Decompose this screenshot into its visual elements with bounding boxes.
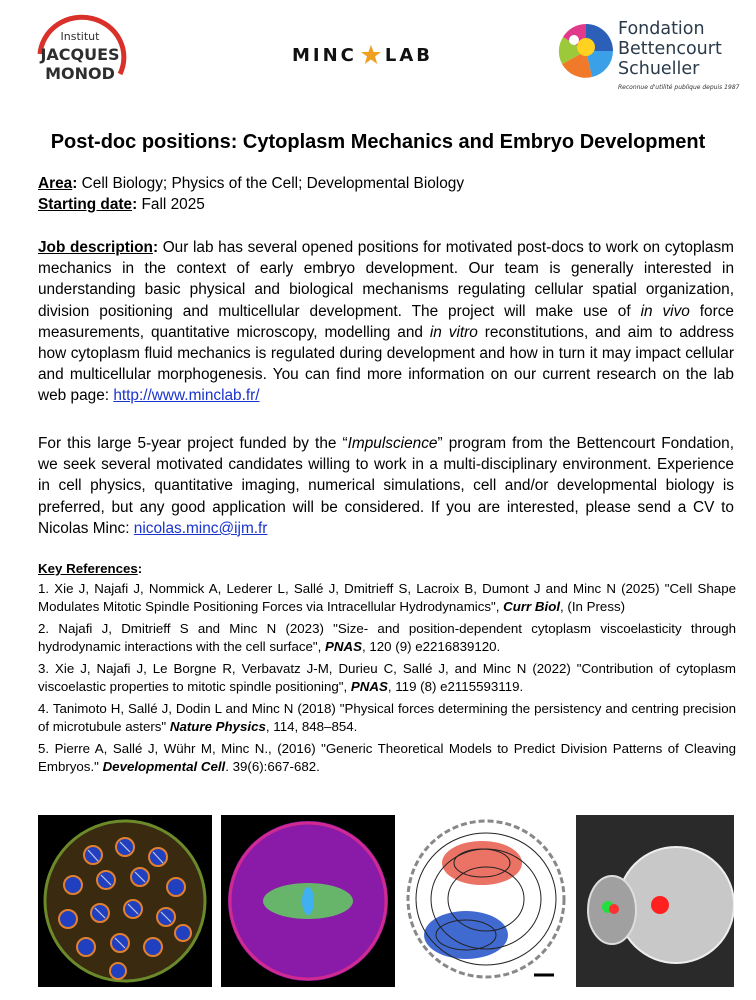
reference-text: 4. Tanimoto H, Sallé J, Dodin L and Minc N (2018) "Physical forces determining the persistency and centring precision of microtubule asters" xyxy=(38,700,736,734)
reference-item xyxy=(38,620,736,657)
contact-email-link[interactable]: nicolas.minc@ijm.fr xyxy=(133,519,268,537)
reference-item xyxy=(38,700,736,737)
fbs-line1: Fondation xyxy=(618,19,705,39)
start-label: Starting date xyxy=(38,196,133,213)
spindle-icon xyxy=(221,815,395,987)
reference-item xyxy=(38,580,736,617)
reference-text: 1. Xie J, Najafi J, Nommick A, Lederer L, Sallé J, Dmitrieff S, Lacroix B, Dumont J and Minc N (2025) "Cell Shape Modulates Mitotic Spindle Positioning Forces via Intracellular Hydrodynamics", xyxy=(38,580,736,614)
star-icon xyxy=(360,44,382,66)
reference-item xyxy=(38,660,736,697)
job-text-1: Our lab has several opened positions for motivated post-docs to work on cytoplasm mechanics in the context of early embryo development. Our team is generally interested in understanding basic physical and biological mechanisms regulating cellular spatial organization, division positioning and multicellular development. The project will make use of xyxy=(38,239,734,320)
area-label: Area xyxy=(38,175,73,192)
reference-journal: Nature Physics xyxy=(169,719,266,734)
minclab-logo xyxy=(292,40,457,70)
ijm-logo xyxy=(20,14,140,96)
ijm-line2: JACQUES xyxy=(40,45,120,64)
job-label: Job description xyxy=(38,239,153,256)
area-value: Cell Biology; Physics of the Cell; Developmental Biology xyxy=(77,175,465,192)
reference-journal: Developmental Cell xyxy=(102,759,226,774)
spindle-image xyxy=(221,815,395,987)
reference-journal: PNAS xyxy=(350,679,388,694)
reference-journal: Curr Biol xyxy=(503,599,561,614)
reference-tail: . 39(6):667-682. xyxy=(225,759,320,774)
fbs-line3: Schueller xyxy=(618,59,700,79)
reference-journal: PNAS xyxy=(325,639,362,654)
key-references: Key References: 1. Xie J, Najafi J, Nommick A, Lederer L, Sallé J, Dmitrieff S, Lacroix B, Dumont J and Minc N (2025) "Cell Shape Modulates Mitotic Spindle Positioning Forces via Intracellular Hydrodynamics", Curr Biol, (In Press) 2. Najafi J, Dmitrieff S and Minc N (2023) "Size- and position-dependent cytoplasm viscoelasticity through hydrodynamic interactions with the cell surface", PNAS, 120 (9) e2216839120. 3. Xie J, Najafi J, Le Borgne R, Verbavatz J-M, Durieu C, Sallé J, and Minc N (2022) "Contribution of cytoplasm viscoelastic properties to mitotic spindle positioning", PNAS, 119 (8) e2115593119. 4. Tanimoto H, Sallé J, Dodin L and Minc N (2018) "Physical forces determining the persistency and centring precision of microtubule asters" Nature Physics, 114, 848–854. 5. Pierre A, Sallé J, Wühr M, Minc N., (2016) "Generic Theoretical Models to Predict Division Patterns of Cleaving Embryos." Developmental Cell. 39(6):667-682. xyxy=(38,560,736,780)
start-line: Starting date: Fall 2025 xyxy=(38,196,205,213)
reference-tail: , 119 (8) e2115593119. xyxy=(387,679,524,694)
job-italic-2: in vitro xyxy=(429,323,478,341)
fbs-tagline: Reconnue d'utilité publique depuis 1987 xyxy=(618,84,740,91)
embryo-icon xyxy=(576,815,734,987)
references-header: Key References xyxy=(38,561,138,576)
reference-tail: , 120 (9) e2216839120. xyxy=(362,639,501,654)
reference-text: 5. Pierre A, Sallé J, Wühr M, Minc N., (2016) "Generic Theoretical Models to Predict Division Patterns of Cleaving Embryos." xyxy=(38,740,736,774)
minclab-right: LAB xyxy=(384,44,434,66)
reference-text: 3. Xie J, Najafi J, Le Borgne R, Verbavatz J-M, Durieu C, Sallé J, and Minc N (2022) "Contribution of cytoplasm viscoelastic properties to mitotic spindle positioning", xyxy=(38,660,736,694)
fbs-logo xyxy=(558,18,748,98)
reference-tail: , (In Press) xyxy=(560,599,626,614)
embryo-brightfield-image xyxy=(576,815,734,987)
project-italic: Impulscience xyxy=(347,435,438,452)
area-line: Area: Cell Biology; Physics of the Cell; Developmental Biology xyxy=(38,175,465,192)
lab-website-link[interactable]: http://www.minclab.fr/ xyxy=(113,387,260,405)
minclab-left: MINC xyxy=(292,44,357,66)
ijm-line1: Institut xyxy=(60,30,100,43)
page-title: Post-doc positions: Cytoplasm Mechanics and Embryo Development xyxy=(50,131,706,153)
job-text-2: force measurements, quantitative microscopy, modelling and xyxy=(38,302,734,341)
job-text-3: reconstitutions, and aim to address how cytoplasm fluid mechanics is regulated during development and how in turn it may impact cellular and multicellular morphogenesis. You can find more information on our current research on the lab web page: xyxy=(38,323,734,405)
reference-text: 2. Najafi J, Dmitrieff S and Minc N (2023) "Size- and position-dependent cytoplasm viscoelasticity through hydrodynamic interactions with the cell surface", xyxy=(38,620,736,654)
fbs-emblem-icon xyxy=(558,22,614,80)
start-value: Fall 2025 xyxy=(137,196,205,213)
cell-cluster-icon xyxy=(38,815,212,987)
project-paragraph xyxy=(38,433,734,539)
flow-field-icon xyxy=(404,815,568,987)
project-text-2: ” program from the Bettencourt Fondation, we seek several motivated candidates willing to work in a multi-disciplinary environment. Experience in cell physics, quantitative imaging, numerical simulations, cell and/or developmental biology is preferred, but any good application will be considered. If you are interested, please send a CV to Nicolas Minc: xyxy=(38,435,734,537)
job-description: Job description: Our lab has several opened positions for motivated post-docs to work on cytoplasm mechanics in the context of early embryo development. Our team is generally interested in understanding basic physical and biological mechanisms regulating cellular spatial organization, division positioning and multicellular development. The project will make use of in vivo force measurements, quantitative microscopy, modelling and in vitro reconstitutions, and aim to address how cytoplasm fluid mechanics is regulated during development and how in turn it may impact cellular and multicellular morphogenesis. You can find more information on our current research on the lab web page: http://www.minclab.fr/ xyxy=(38,239,734,405)
ijm-line3: MONOD xyxy=(45,64,115,83)
embryo-microtubule-image xyxy=(38,815,212,987)
reference-item xyxy=(38,740,736,777)
reference-tail: , 114, 848–854. xyxy=(265,719,358,734)
flow-field-image xyxy=(404,815,568,987)
fbs-line2: Bettencourt xyxy=(618,39,722,59)
job-italic-1: in vivo xyxy=(640,302,690,320)
project-text-1: For this large 5-year project funded by the “ xyxy=(38,435,348,452)
